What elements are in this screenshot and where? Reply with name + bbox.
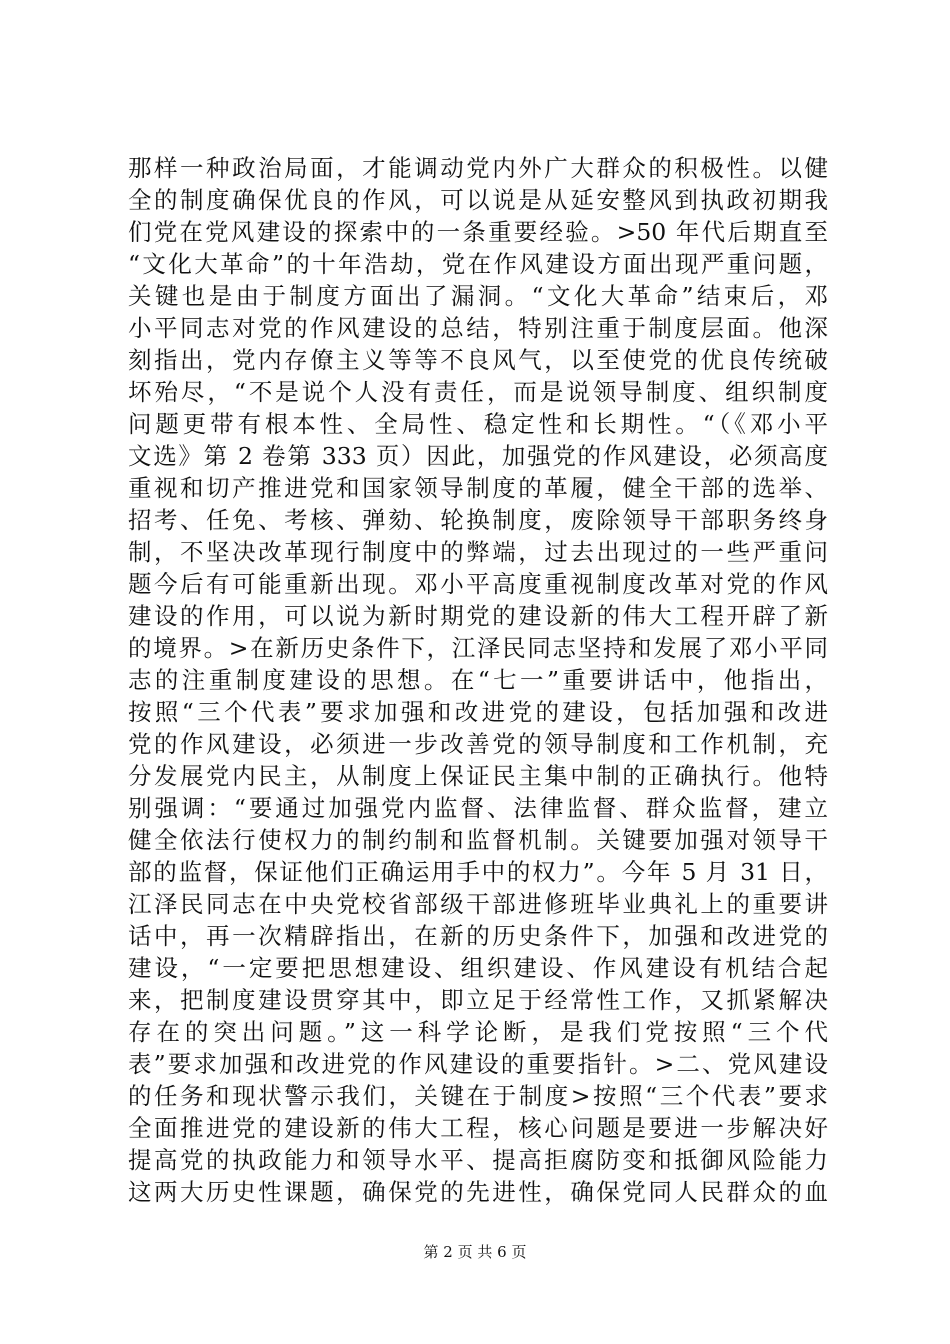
text-line: 党的作风建设，必须进一步改善党的领导制度和工作机制，充 [128,730,828,758]
text-line: 关键也是由于制度方面出了漏洞。“文化大革命”结束后，邓 [128,282,828,310]
text-line: “文化大革命”的十年浩劫，党在作风建设方面出现严重问题， [128,250,828,278]
text-line: 建设，“一定要把思想建设、组织建设、作风建设有机结合起 [128,954,828,982]
text-line: 江泽民同志在中央党校省部级干部进修班毕业典礼上的重要讲 [128,890,828,918]
text-line: 们党在党风建设的探索中的一条重要经验。>50 年代后期直至 [128,218,828,246]
text-line: 存在的突出问题。”这一科学论断，是我们党按照“三个代 [128,1018,828,1046]
text-line: 来，把制度建设贯穿其中，即立足于经常性工作，又抓紧解决 [128,986,828,1014]
text-line: 话中，再一次精辟指出，在新的历史条件下，加强和改进党的 [128,922,828,950]
text-line: 全面推进党的建设新的伟大工程，核心问题是要进一步解决好 [128,1114,828,1142]
text-line: 小平同志对党的作风建设的总结，特别注重于制度层面。他深 [128,314,828,342]
text-line: 建设的作用，可以说为新时期党的建设新的伟大工程开辟了新 [128,602,828,630]
text-line: 的境界。>在新历史条件下，江泽民同志坚持和发展了邓小平同 [128,634,828,662]
text-line: 表”要求加强和改进党的作风建设的重要指针。>二、党风建设 [128,1050,828,1078]
text-line: 刻指出，党内存僚主义等等不良风气，以至使党的优良传统破 [128,346,828,374]
text-line: 按照“三个代表”要求加强和改进党的建设，包括加强和改进 [128,698,828,726]
text-line: 的任务和现状警示我们，关键在于制度>按照“三个代表”要求 [128,1082,828,1110]
text-line: 部的监督，保证他们正确运用手中的权力”。今年 5 月 31 日， [128,858,828,886]
text-line: 问题更带有根本性、全局性、稳定性和长期性。“（《邓小平 [128,410,828,438]
text-line: 重视和切产推进党和国家领导制度的革履，健全干部的选举、 [128,474,828,502]
text-line: 文选》第 2 卷第 333 页）因此，加强党的作风建设，必须高度 [128,442,828,470]
text-line: 招考、任免、考核、弹劾、轮换制度，废除领导干部职务终身 [128,506,828,534]
text-line: 别强调：“要通过加强党内监督、法律监督、群众监督，建立 [128,794,828,822]
text-line: 志的注重制度建设的思想。在“七一”重要讲话中，他指出， [128,666,828,694]
text-line: 分发展党内民主，从制度上保证民主集中制的正确执行。他特 [128,762,828,790]
page-number-footer: 第 2 页 共 6 页 [423,1243,527,1261]
text-line: 健全依法行使权力的制约制和监督机制。关键要加强对领导干 [128,826,828,854]
body-text [128,152,828,1208]
text-line: 题今后有可能重新出现。邓小平高度重视制度改革对党的作风 [128,570,828,598]
text-line: 全的制度确保优良的作风，可以说是从延安整风到执政初期我 [128,186,828,214]
text-line: 坏殆尽，“不是说个人没有责任，而是说领导制度、组织制度 [128,378,828,406]
text-line: 制，不坚决改革现行制度中的弊端，过去出现过的一些严重问 [128,538,828,566]
text-line: 那样一种政治局面，才能调动党内外广大群众的积极性。以健 [128,154,828,182]
text-line: 提高党的执政能力和领导水平、提高拒腐防变和抵御风险能力 [128,1146,828,1174]
text-line: 这两大历史性课题，确保党的先进性，确保党同人民群众的血 [128,1178,828,1206]
